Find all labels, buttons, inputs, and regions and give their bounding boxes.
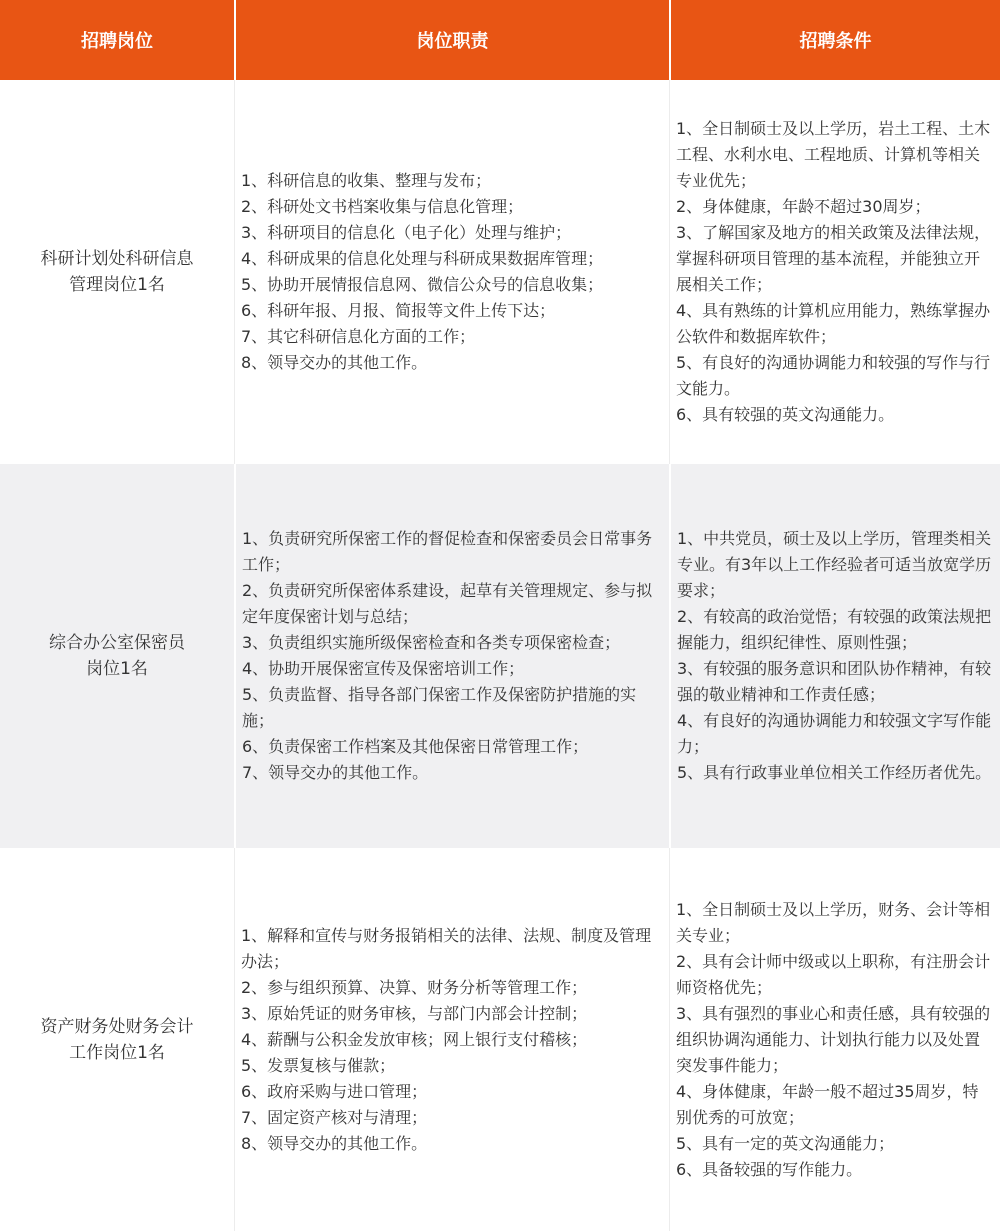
requirement-item: 5、具有一定的英文沟通能力； [676, 1133, 895, 1153]
position-cell [0, 80, 234, 464]
requirement-item: 1、全日制硕士及以上学历，财务、会计等相关专业； [676, 899, 991, 945]
requirements-cell [669, 464, 1000, 848]
duty-item: 5、负责监督、指导各部门保密工作及保密防护措施的实施； [242, 685, 637, 730]
requirement-item: 2、具有会计师中级或以上职称，有注册会计师资格优先； [676, 951, 991, 997]
position-name-line: 科研计划处科研信息 [40, 249, 194, 269]
duty-item: 5、发票复核与催款； [241, 1055, 396, 1075]
duty-item: 2、负责研究所保密体系建设，起草有关管理规定、参与拟定年度保密计划与总结； [242, 581, 653, 626]
requirement-item: 6、具有较强的英文沟通能力。 [676, 405, 895, 424]
requirement-item: 3、具有强烈的事业心和责任感，具有较强的组织协调沟通能力、计划执行能力以及处置突发事件能力； [676, 1003, 991, 1075]
requirement-item: 2、有较高的政治觉悟；有较强的政策法规把握能力，组织纪律性、原则性强； [677, 607, 992, 652]
duty-item: 1、解释和宣传与财务报销相关的法律、法规、制度及管理办法； [241, 925, 652, 971]
duty-item: 1、科研信息的收集、整理与发布； [241, 171, 492, 190]
table-row [0, 848, 1000, 1231]
duty-item: 2、科研处文书档案收集与信息化管理； [241, 197, 524, 216]
header-requirements: 招聘条件 [669, 0, 1000, 80]
duty-item: 7、领导交办的其他工作。 [242, 763, 429, 782]
duties-cell [234, 848, 669, 1231]
table-header [0, 0, 1000, 80]
duty-item: 3、负责组织实施所级保密检查和各类专项保密检查； [242, 633, 621, 652]
duty-item: 8、领导交办的其他工作。 [241, 353, 428, 372]
requirement-item: 1、全日制硕士及以上学历，岩土工程、土木工程、水利水电、工程地质、计算机等相关专业优先； [676, 119, 991, 190]
requirement-item: 1、中共党员，硕士及以上学历，管理类相关专业。有3年以上工作经验者可适当放宽学历要求； [677, 529, 992, 600]
requirement-item: 2、身体健康，年龄不超过30周岁； [676, 197, 931, 216]
position-name-line: 资产财务处财务会计 [40, 1016, 194, 1037]
duty-item: 6、科研年报、月报、简报等文件上传下达； [241, 301, 556, 320]
position-name-line: 综合办公室保密员 [49, 633, 185, 653]
requirements-cell [669, 848, 1000, 1231]
duty-item: 3、原始凭证的财务审核，与部门内部会计控制； [241, 1003, 588, 1023]
requirements-cell [669, 80, 1000, 464]
duty-item: 4、薪酬与公积金发放审核；网上银行支付稽核； [241, 1029, 588, 1049]
requirement-item: 3、了解国家及地方的相关政策及法律法规，掌握科研项目管理的基本流程，并能独立开展相关工作； [676, 223, 991, 294]
position-cell [0, 848, 234, 1231]
duties-cell [234, 80, 669, 464]
header-position: 招聘岗位 [81, 31, 153, 52]
position-name-line: 岗位1名 [86, 659, 148, 679]
duty-item: 8、领导交办的其他工作。 [241, 1133, 428, 1153]
position-name-line: 管理岗位1名 [69, 275, 165, 295]
duty-item: 6、负责保密工作档案及其他保密日常管理工作； [242, 737, 589, 756]
duty-item: 1、负责研究所保密工作的督促检查和保密委员会日常事务工作； [242, 529, 653, 574]
position-name-line: 工作岗位1名 [69, 1042, 165, 1063]
duties-cell [234, 464, 669, 848]
table-row [0, 464, 1000, 848]
requirement-item: 5、有良好的沟通协调能力和较强的写作与行文能力。 [676, 353, 991, 398]
requirement-item: 3、有较强的服务意识和团队协作精神，有较强的敬业精神和工作责任感； [677, 659, 992, 704]
requirement-item: 4、具有熟练的计算机应用能力，熟练掌握办公软件和数据库软件； [676, 301, 991, 346]
requirement-item: 6、具备较强的写作能力。 [676, 1159, 863, 1179]
duty-item: 2、参与组织预算、决算、财务分析等管理工作； [241, 977, 588, 997]
duty-item: 6、政府采购与进口管理； [241, 1081, 428, 1101]
requirement-item: 4、有良好的沟通协调能力和较强文字写作能力； [677, 711, 992, 756]
header-duties: 岗位职责 [234, 0, 669, 80]
requirement-item: 4、身体健康，年龄一般不超过35周岁，特别优秀的可放宽； [676, 1081, 979, 1127]
duty-item: 5、协助开展情报信息网、微信公众号的信息收集； [241, 275, 604, 294]
position-cell [0, 464, 234, 848]
duty-item: 7、其它科研信息化方面的工作； [241, 327, 476, 346]
table-row [0, 80, 1000, 464]
duty-item: 4、科研成果的信息化处理与科研成果数据库管理； [241, 249, 604, 268]
requirement-item: 5、具有行政事业单位相关工作经历者优先。 [677, 763, 992, 782]
duty-item: 3、科研项目的信息化（电子化）处理与维护； [241, 223, 572, 242]
duty-item: 4、协助开展保密宣传及保密培训工作； [242, 659, 525, 678]
duty-item: 7、固定资产核对与清理； [241, 1107, 428, 1127]
